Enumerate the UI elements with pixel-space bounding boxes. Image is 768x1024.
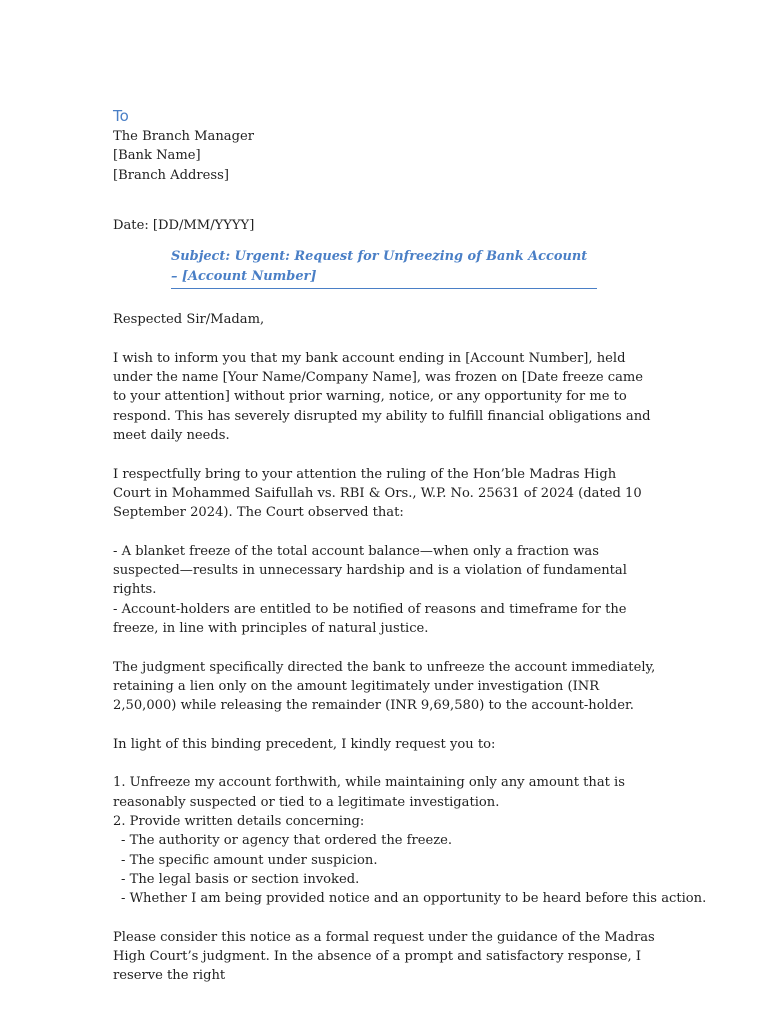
paragraph-judgment-direction: The judgment specifically directed the bank to unfreeze the account immediately, retaining a lien only on the amount legitimately under investigation (INR 2,50,000) while releasing the remainder (INR 9,69,580) to the account-holder. <box>113 659 656 714</box>
paragraph-court-ruling: I respectfully bring to your attention the ruling of the Hon’ble Madras High Court in Mohammed Saifullah vs. RBI & Ors., W.P. No. 25631 of 2024 (dated 10 September 2024). The Court observed that: <box>113 466 642 521</box>
recipient-line: The Branch Manager <box>113 129 254 144</box>
list-item: - Account-holders are entitled to be notified of reasons and timeframe for the freeze, in line with principles of natural justice. <box>113 601 627 636</box>
recipient-address <box>113 127 658 185</box>
requests-list <box>113 773 658 831</box>
list-item: - A blanket freeze of the total account balance—when only a fraction was suspected—results in unnecessary hardship and is a violation of fundamental rights. <box>113 543 627 598</box>
list-item: - Whether I am being provided notice and an opportunity to be heard before this action. <box>121 891 707 907</box>
list-item: 2. Provide written details concerning: <box>113 813 365 829</box>
list-item: - The legal basis or section invoked. <box>121 871 360 887</box>
details-sublist <box>113 831 707 908</box>
letter-body <box>113 105 707 986</box>
subject-line: Subject: Urgent: Request for Unfreezing of Bank Account – [Account Number] <box>171 249 588 284</box>
subject-block <box>171 247 597 289</box>
list-item: - The specific amount under suspicion. <box>121 852 378 868</box>
to-heading: To <box>113 107 129 125</box>
salutation: Respected Sir/Madam, <box>113 312 265 328</box>
list-item: - The authority or agency that ordered the freeze. <box>121 833 453 849</box>
recipient-line: [Bank Name] <box>113 148 201 164</box>
paragraph-freeze-notice: I wish to inform you that my bank account ending in [Account Number], held under the name [Your Name/Company Name], was frozen on [Date freeze came to your attention] without prior warning, notice, or any opportunity for me to respond. This has severely disrupted my ability to fulfill financial obligations and meet daily needs. <box>113 350 651 443</box>
paragraph-request-intro: In light of this binding precedent, I kindly request you to: <box>113 736 496 752</box>
recipient-line: [Branch Address] <box>113 167 229 183</box>
paragraph-formal-notice: Please consider this notice as a formal request under the guidance of the Madras High Court’s judgment. In the absence of a prompt and satisfactory response, I reserve the right <box>113 929 655 984</box>
list-item: 1. Unfreeze my account forthwith, while maintaining only any amount that is reasonably suspected or tied to a legitimate investigation. <box>113 775 625 810</box>
court-observations-list <box>113 542 658 638</box>
date-line: Date: [DD/MM/YYYY] <box>113 217 255 233</box>
